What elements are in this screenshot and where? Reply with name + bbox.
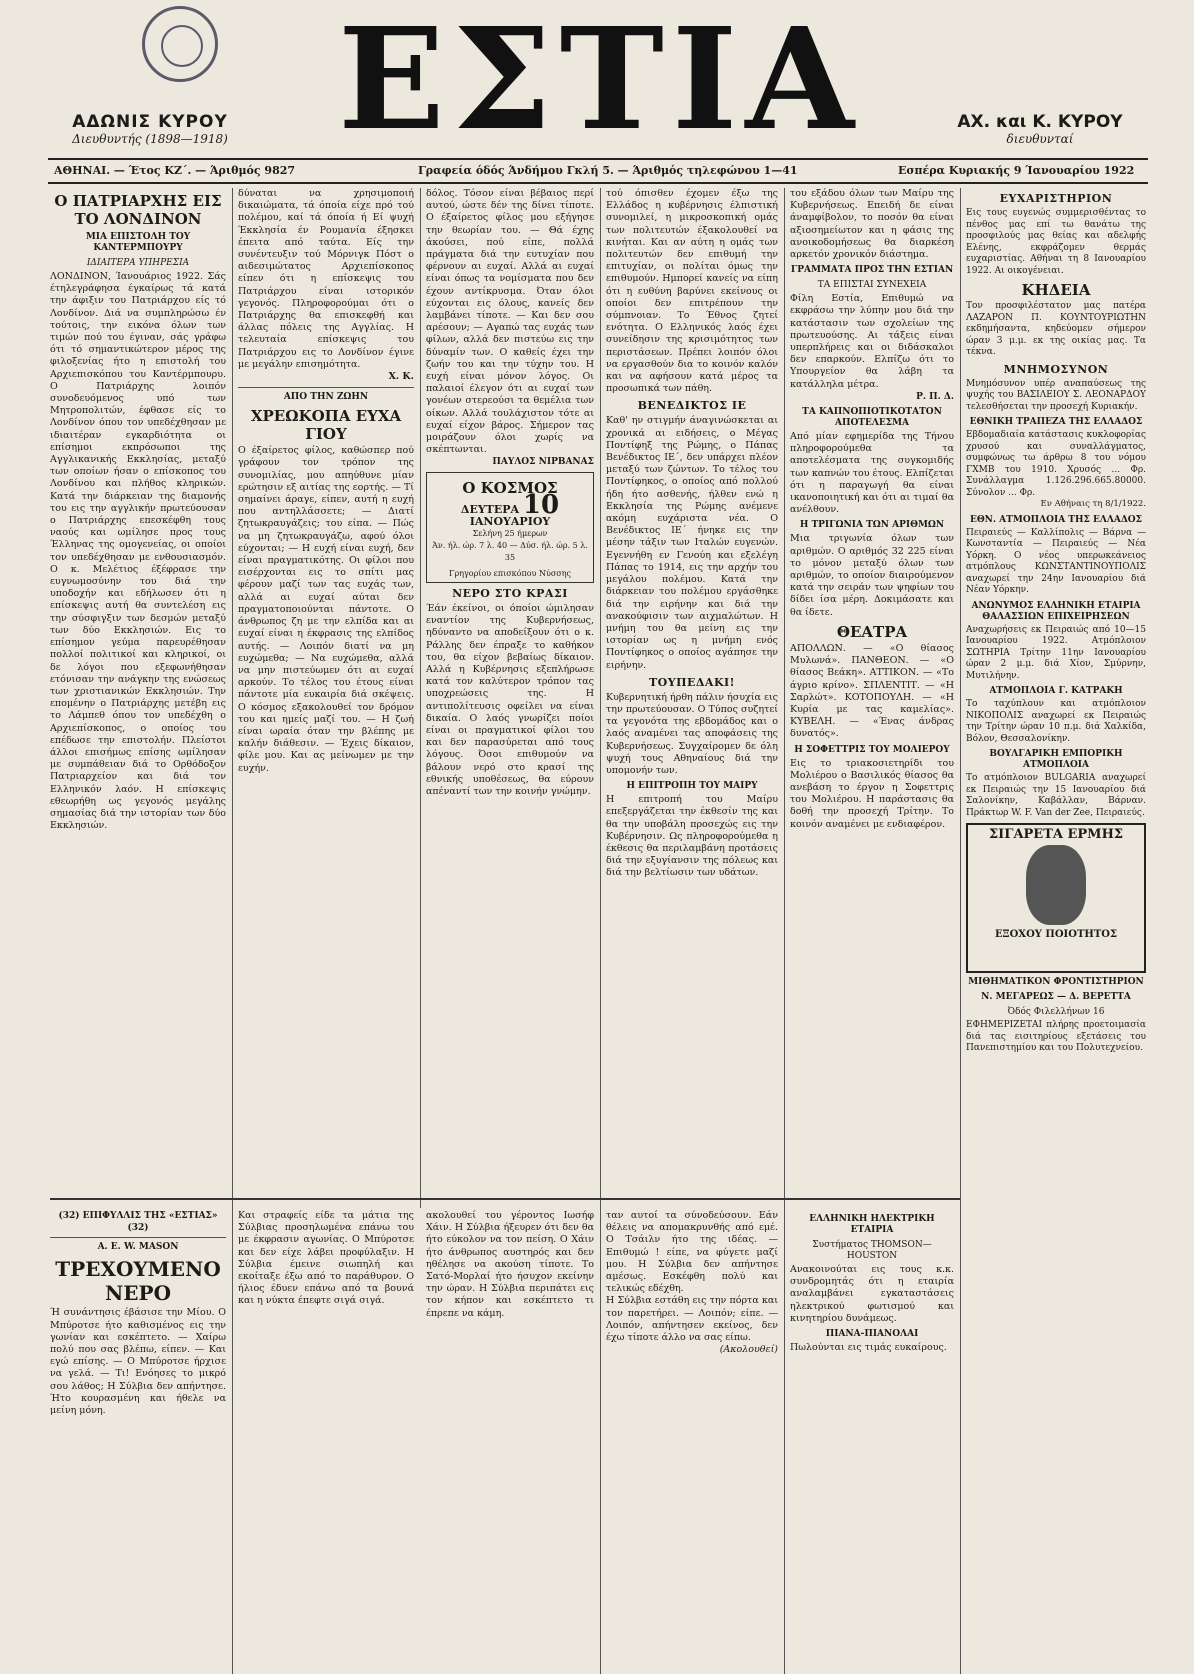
ad-body: Εβδομαδιαία κατάστασις κυκλοφορίας χρυσού και συναλλάγματος, συμφώνως τω άρθρω 8 του νόμου ΓΧΜΒ του 1910. Χρυσός ... Φρ. Συνάλλαγμα 1.126.296.665.80000. Σύνολον ... Φρ. [966, 430, 1146, 498]
column-divider [784, 188, 785, 1674]
column-1 [50, 188, 226, 1188]
notice-body: Εις τους ευγενώς συμμερισθέντας το πένθος μας επί τω θανάτω της προσφιλούς μας θείας και αδελφής Ελένης, εκφράζομεν θερμάς ευχαριστίας. Αθήναι τη 8 Ιανουαρίου 1922. Αι οικογένειαι. [966, 208, 1146, 276]
article-title-committee: Η ΕΠΙΤΡΟΠΗ ΤΟΥ ΜΑΙΡΥ [626, 781, 758, 792]
founder-subtitle: Διευθυντής (1898—1918) [72, 132, 228, 146]
almanac-box [426, 472, 594, 583]
column-4 [606, 188, 778, 1188]
almanac-date [430, 489, 590, 528]
notice-title-memorial: ΜΝΗΜΟΣΥΝΟΝ [1003, 362, 1109, 376]
almanac-sun: Άν. ήλ. ώρ. 7 λ. 40 — Δύσ. ήλ. ώρ. 5 λ. 35 [432, 541, 588, 563]
article-title-moliere: Η ΣΟΦΕΤΤΡΙΣ ΤΟΥ ΜΟΛΙΕΡΟΥ [794, 744, 950, 755]
ad-body: Πειραιεύς — Καλλίπολις — Βάρνα — Κωνσταντία — Πειραιεύς — Νέα Υόρκη. Ο νέος υπερωκεάνειος ατμόπλους ΚΩΝΣΤΑΝΤΙΝΟΥΠΟΛΙΣ αναχωρεί την 24ην Ιανουαρίου διά Νέαν Υόρκην. [966, 527, 1146, 595]
ad-title-bulgarian: ΒΟΥΛΓΑΡΙΚΗ ΕΜΠΟΡΙΚΗ ΑΤΜΟΠΛΟΙΑ [989, 749, 1123, 770]
directors-subtitle: διευθυνταί [1006, 132, 1074, 146]
article-title-wishes: ΧΡΕΩΚΟΠΑ ΕΥΧΑ ΓΙΟΥ [250, 407, 402, 444]
article-body: Κυβερνητική ήρθη πάλιν ήσυχία εις την πρωτεύουσαν. Ο Τύπος συζητεί τα γεγονότα της εβδομάδος και ο λαός αναμένει τας αποφάσεις της Κυβερνήσεως. Συγχαίρομεν δε όλη ψυχή τους Αθηναίους διά την υπομονήν των. [606, 691, 778, 776]
founder-name: ΑΔΩΝΙΣ ΚΥΡΟΥ [72, 112, 228, 132]
portrait-icon [1026, 845, 1086, 925]
cigarette-ad [966, 823, 1146, 973]
article-title-tobacco: ΤΑ ΚΑΠΝΟΠΙΟΤΙΚΟΤΑΤΟΝ ΑΠΟΤΕΛΕΣΜΑ [802, 407, 942, 429]
almanac-day-number: 10 [522, 489, 560, 520]
directors-block [940, 112, 1140, 146]
feuilleton-divider [50, 1237, 226, 1238]
notice-body: Μνημόσυνον υπέρ αναπαύσεως της ψυχής του ΒΑΣΙΛΕΙΟΥ Σ. ΛΕΟΝΑΡΔΟΥ τελεσθήσεται την προσεχή Κυριακήν. [966, 378, 1146, 412]
dateline-office: Γραφεία όδός Άνδήμου Γκλή 5. — Άριθμός τηλεφώνου 1—41 [418, 164, 798, 177]
article-title-toupedaki: ΤΟΥΠΕΔΑΚΙ! [649, 675, 735, 689]
letter-signature: Ρ. Π. Δ. [916, 391, 954, 402]
ad-title-bank: ΕΘΝΙΚΗ ΤΡΑΠΕΖΑ ΤΗΣ ΕΛΛΑΔΟΣ [969, 417, 1143, 427]
library-stamp-icon [142, 6, 218, 82]
column-divider [960, 188, 961, 1674]
feuilleton-body: Και στραφείς είδε τα μάτια της Σύλβιας προσηλωμένα επάνω του με έκφρασιν αγωνίας. Ο Μπύροτσε και δεν είχε λάβει προφύλαξιν. Η Σύλβια έμεινε σιωπηλή και εκοίταξε έξω από το παράθυρον. Ο ήλιος έδυεν επάνω από τα βουνά και η νύκτα έπεφτε σιγά σιγά. [238, 1210, 414, 1307]
feuilleton-title: ΤΡΕΧΟΥΜΕΝΟ ΝΕΡΟ [55, 1257, 221, 1306]
section-subtitle: ΤΑ ΕΠΙΣΤΑΙ ΣΥΝΕΧΕΙΑ [817, 280, 927, 291]
ad-date: Εν Αθήναις τη 8/1/1922. [1040, 499, 1146, 509]
column-6-ads [966, 188, 1146, 1668]
cigarette-ad-title: ΣΙΓΑΡΕΤΑ ΕΡΜΗΣ [988, 827, 1124, 842]
notice-title-funeral: ΚΗΔΕΙΑ [1021, 281, 1091, 299]
article-body: Καθ' ην στιγμήν άναγινώσκεται αι χρονικά αι ειδήσεις, ο Μέγας Ποντίφηξ της Ρώμης, ο Πάπας Βενέδικτος ΙΕ΄, δεν υπάρχει πλέον μεταξύ των ζώντων. Το τέλος του Ποντίφηκος, ο οποίος από πολλού ήδη ήτο ασθενής, ήλθεν ενώ η Εκκλησία της Ρώμης ανέμενε ακόμη ευχάριστα νέα. Ο Βενέδικτος ΙΕ΄ ήνηκε εις την μέσην τάξιν των Ιταλών ευγενών. Εγεννήθη εν Γενούη και εξελέγη Πάπας το 1914, εις την αρχήν του μεγάλου πολέμου. Κατά την διάρκειαν του πολέμου εργάσθηκε διά την ειρήνην και διά την ανακούφισιν των αιχμαλώτων. Η μνήμη του θα μείνη εις την ιστορίαν ως η μνήμη ενός Ποντίφηκος ο οποίος αγάπησε την ειρήνην. [606, 415, 778, 671]
ad-body: Ανακοινούται εις τους κ.κ. συνδρομητάς ότι η εταιρία αναλαμβάνει εγκαταστάσεις ηλεκτρικού φωτισμού και κινητηρίου δυνάμεως. [790, 1264, 954, 1324]
article-title-patriarch: Ο ΠΑΤΡΙΑΡΧΗΣ ΕΙΣ ΤΟ ΛΟΝΔΙΝΟΝ [54, 192, 222, 228]
ad-subtitle-electric: Συστήματος THOMSON—HOUSTON [812, 1240, 932, 1261]
ad-body: Πωλούνται εις τιμάς ευκαίρους. [790, 1342, 947, 1354]
feuilleton-column-1 [50, 1210, 226, 1660]
ad-tutoring-address: Όδός Φιλελλήνων 16 [1007, 1007, 1105, 1017]
article-body: Ο έξαίρετος φίλος, καθώσπερ πού γράφουν τον τρόπον της συνομιλίας, μου απηύθυνε μίαν ερώτησιν εξ αιτίας της εορτής. — Τί σημαίνει άραγε, είπεν, αυτή η ευχή που αντηλλάσσετε; — Διατί ζητωκραυγάζεις; του είπα. — Πώς να μη ζητωκραυγάζω, αφού όλοι εύχονται; — Η ευχή είναι ευχή, δεν είναι πραγματικότης. Οι φίλοι που εισέρχονται εις το σπίτι μας φέρουν μαζί των τας ευχάς των, αλλά αι ευχαί αύται δεν πραγματοποιούνται πάντοτε. Ο άνθρωπος ζη με την ελπίδα και αι ευχαί είναι η έκφρασις της ελπίδος αυτής. — Λοιπόν διατί να μη ευχώμεθα; — Να ευχώμεθα, αλλά να μην πιστεύωμεν ότι αι ευχαί αρκούν. Το τέλος του έτους είναι πάντοτε μία ευκαιρία διά σκέψεις. Ο κόσμος εξακολουθεί τον δρόμον του και ημείς μαζί του. — Η ζωή είναι ωραία όταν την βλέπης με καλήν διάθεσιν. — Έχεις δίκαιον, φίλε μου. Και ας μείνωμεν με την ευχήν. [238, 445, 414, 774]
ad-title-electric: ΕΛΛΗΝΙΚΗ ΗΛΕΚΤΡΙΚΗ ΕΤΑΙΡΙΑ [809, 1214, 935, 1235]
article-continuation: του εξάδου όλων των Μαίρυ της Κυβερνήσεως. Επειδή δε είναι άναμφίβολον, το ποσόν θα είναι αξιοσημείωτον και η φάσις της ανοικοδομήσεως θα διαρκέση αρκετόν χρονικόν διάστημα. [790, 188, 954, 261]
directors-name: ΑΧ. και Κ. ΚΥΡΟΥ [957, 112, 1123, 132]
article-body: Εις το τριακοσιετηρίδι του Μολιέρου ο Βασιλικός θίασος θα ανεβάση το έργον η Σοφεττρις του Μολιέρου. Η παράστασις θα δοθή την προσεχή Τρίτην. Το κοινόν αναμένει με ενδιαφέρον. [790, 757, 954, 830]
feuilleton-column-5 [790, 1210, 954, 1660]
section-title-letters: ΓΡΑΜΜΑΤΑ ΠΡΟΣ ΤΗΝ ΕΣΤΙΑΝ [790, 265, 954, 276]
column-divider [232, 188, 233, 1674]
article-continuation: δύναται να χρησιμοποιή δικαιώματα, τά όποία είχε πρό τού πολέμου, καί τά όποία ή Εί ψυχή Έκκλησία έν Ρουμανία έξησκει έπειτα από ταύτα. Είς την συνέντευξιν τού Μόρνιγκ Πόστ ο αιδεσιμώτατος Αρχιεπίσκοπος είπεν ότι η επίσκεψις του Πατριάρχου είναι ιστορικόν γεγονός. Πληροφορούμαι ότι ο Πατριάρχης θα επισκεφθή και άλλας πόλεις της Αγγλίας. Η τελευταία επίσκεψις του Πατριάρχου εις το Λονδίνον έγινε με μεγάλην επισημότητα. [238, 188, 414, 370]
masthead-rule-bottom [48, 182, 1148, 184]
cigarette-ad-subtitle: ΕΞΟΧΟΥ ΠΟΙΟΤΗΤΟΣ [994, 928, 1118, 940]
ad-body: Το ταχύπλουν και ατμόπλοιον ΝΙΚΟΠΟΛΙΣ αναχωρεί εκ Πειραιώς την Τρίτην ώραν 10 π.μ. διά Χαλκίδα, Βόλον, Θεσσαλονίκην. [966, 699, 1146, 744]
article-body: Η επιτροπή του Μαίρυ επεξεργάζεται την έκθεσίν της και θα την υποβάλη προσεχώς εις την Κυβέρνησιν. Ως πληροφορούμεθα η έκθεσις θα περιλαμβάνη προτάσεις διά την εξυγίανσιν της πόλεως και διά την βελτίωσιν των υδάτων. [606, 794, 778, 879]
dateline [48, 162, 1148, 182]
newspaper-title: ΕΣΤΙΑ [338, 0, 862, 162]
feuilleton-column-3 [426, 1210, 594, 1660]
column-2 [238, 188, 414, 1188]
ad-title-maritime: ΑΝΩΝΥΜΟΣ ΕΛΛΗΝΙΚΗ ΕΤΑΙΡΙΑ ΘΑΛΑΣΣΙΩΝ ΕΠΙΧΕΙΡΗΣΕΩΝ [971, 600, 1141, 622]
notice-body: Τον προσφιλέστατον μας πατέρα ΛΑΖΑΡΟΝ Π. ΚΟΥΝΤΟΥΡΙΩΤΗΝ εκδημήσαντα, κηδεύομεν σήμερον ώραν 3 μ.μ. εκ της οικίας μας. Τα τέκνα. [966, 301, 1146, 357]
article-continuation: τού όπισθεν έχομεν έξω της Ελλάδος η κυβέρνησις έλπιστική συνομιλεί, η μικροσκοπική ομάς των πολιτευτών έξακολουθεί να κινήται. Και αν αύτη η ομάς των πολιτευτών δεν επιθυμή την επιτυχίαν, οι πολίται όμως την επιθυμούν. Ημπορεί κανείς να είπη ότι η ευθύνη βαρύνει εκείνους οι οποίοι δεν επιτρέπουν την σύμπνοιαν. Το Έθνος ζητεί ενότητα. Ο Ελληνικός λαός έχει συνείδησιν της κρισιμότητος των περιστάσεων. Πρέπει λοιπόν όλοι να εργασθούν δια το κοινόν καλόν και να αφήσουν κατά μέρος τα προσωπικά των πάθη. [606, 188, 778, 395]
article-body: Από μίαν εφημερίδα της Τήνου πληροφορούμεθα τα αποτελέσματα της συγκομιδής των καπνών του έτους. Ελπίζεται ότι η παραγωγή θα είναι ικανοποιητική και ότι αι τιμαί θα ανέλθουν. [790, 431, 954, 516]
feuilleton-body: ακολουθεί του γέροντος Ιωσήφ Χάιν. Η Σύλβια ήξευρεν ότι δεν θα ήτο εύκολον να τον πείση. Ο Χάιν ήτο άνθρωπος αυστηρός και δεν ηθέλησε να ακούση τίποτε. Το Σατό-Μορλαί ήτο ήσυχον εκείνην την ώραν. Η Σύλβια περιπάτει εις τον κήπον και εσκέπτετο τι έπρεπε να κάμη. [426, 1210, 594, 1319]
article-title-wine: ΝΕΡΟ ΣΤΟ ΚΡΑΣΙ [452, 586, 568, 600]
feuilleton-body: ταν αυτοί τα σύνοδεύσουν. Εάν θέλεις να απομακρυνθής από εμέ. Ο Τσάιλν ήτο της ιδέας. — Επιθυμώ ! είπε, να φύγετε μαζί μου. Η Σύλβια δεν απήντησε αμέσως. Εσκέφθη πολύ και τελικώς εδέχθη. [606, 1210, 778, 1295]
article-signature: ΠΑΥΛΟΣ ΝΙΡΒΑΝΑΣ [492, 457, 594, 468]
article-body: ΛΟΝΔΙΝΟΝ, Ίανουάριος 1922. Σάς έτηλεγράφησα έγκαίρως τά κατά την άφιξιν του Πατριάρχου είς τό Λονδίνον. Διά να συμπληρώσω έν τούτοις, την εικόνα όλων των τιμών πού του έγιναν, σάς γράφω ότι τό σημαντικώτερον μέρος της φιλοξενίας ήτο η επιστολή του Αρχιεπισκόπου του Καντέρμπουρυ. Ο Πατριάρχης λοιπόν συνοδευόμενος υπό των Μητροπολιτών, έφθασε είς το Λονδίνον όπου τον υπεδέχθησαν με ιδιαιτέραν εγκαρδιότητα οι επίσημοι εκπρόσωποι της Αγγλικανικής Εκκλησίας, μεταξύ των οποίων ήσαν ο επίσκοπος του Λονδίνου και πλήθος κληρικών. Κατά την διάρκειαν της διαμονής του εις την αγγλικήν πρωτεύουσαν ο Πατριάρχης επεσκέφθη τους ναούς και ωμίλησε προς τους Έλληνας της ομογενείας, οι οποίοι τον υπεδέχθησαν με ενθουσιασμόν. Ο κ. Μελέτιος έξέφρασε την ευγνωμοσύνην του διά την υποδοχήν και εδήλωσεν ότι η επίσκεψις αυτή θα συντελέση εις την σύσφιγξιν των δεσμών μεταξύ των δύο Εκκλησιών. Εις το επίσημον γεύμα παρευρέθησαν πολλοί πολιτικοί και κληρικοί, οι δε λόγοι που εξεφωνήθησαν ετόνισαν την ανάγκην της ενώσεως των χριστιανικών Εκκλησιών. Την επομένην ο Πατριάρχης μετέβη εις το Λάμπεθ όπου τον υπεδέχθη ο Αρχιεπίσκοπος, ο οποίος του επέδωσε την επιστολήν. Πλείστοι άλλοι επισήμως επίσης ωμίλησαν με συμπάθειαν διά το Ορθόδοξον Πατριαρχείον και διά τον Ελληνικόν λαόν. Η επίσκεψις εθεωρήθη ως γεγονός μεγάλης σημασίας διά την ιστορίαν των δύο Εκκλησιών. [50, 271, 226, 832]
ad-body: Αναχωρήσεις εκ Πειραιώς από 10—15 Ιανουαρίου 1922. Ατμόπλοιον ΣΩΤΗΡΙΑ Τρίτην 11ην Ιανουαρίου ώραν 2 μ.μ. διά Χίον, Σμύρνην, Μυτιλήνην. [966, 624, 1146, 681]
feuilleton-rule [50, 1198, 960, 1200]
ad-tutoring-names: Ν. ΜΕΓΑΡΕΩΣ — Δ. ΒΕΡΕΤΤΑ [981, 992, 1131, 1002]
article-byline: ΙΔΙΑΙΤΕΡΑ ΥΠΗΡΕΣΙΑ [86, 258, 190, 268]
theatre-listings: ΑΠΟΛΛΩΝ. — «Ο θίασος Μυλωνά». ΠΑΝΘΕΟΝ. — «Ο θίασος Βεάκη». ΑΤΤΙΚΟΝ. — «Το άγριο κρίνο». ΣΠΛΕΝΤΙΤ. — «Η Σαρλώτ». ΚΟΤΟΠΟΥΛΗ. — «Η Κυρία με τας καμελίας». ΚΥΒΕΛΗ. — «Ένας άνδρας δυνατός». [790, 642, 954, 740]
column-divider [420, 188, 421, 1208]
almanac-title: Ο ΚΟΣΜΟΣ [462, 478, 558, 497]
column-divider [600, 188, 601, 1674]
article-subtitle: ΜΙΑ ΕΠΙΣΤΟΛΗ ΤΟΥ ΚΑΝΤΕΡΜΠΟΥΡΥ [85, 232, 191, 253]
masthead [0, 0, 1194, 160]
feuilleton-author: A. E. W. MASON [97, 1242, 179, 1253]
section-title-theatres: ΘΕΑΤΡΑ [836, 622, 908, 641]
almanac-moon: Σελήνη 25 ήμερων [472, 529, 548, 539]
almanac-saint: Γρηγορίου επισκόπου Νύσσης [448, 568, 572, 578]
article-continuation: δόλος. Τόσον είναι βέβαιος περί αυτού, ώστε δέν της δίνει τίποτε. Ο έξαίρετος φίλος μου εξήγησε την θεωρίαν του. — Θά έχης άκούσει, πού είπε, πολλά πράγματα διά την ευτυχίαν που φέρνουν αι ευχαί. Αλλά αι ευχαί είναι όπως τα νομίσματα που δεν έχουν αντίκρυσμα. Όταν όλοι εύχονται εις όλους, κανείς δεν λαμβάνει τίποτε. — Και δεν σου αρέσουν; — Αγαπώ τας ευχάς των φίλων, αλλά δεν πιστεύω εις την δύναμίν των. Ο καθείς έχει την ζωήν του και την τύχην του. Η ευχή είναι μόνον λόγος. Οι παλαιοί έλεγον ότι αι ευχαί των γονέων στερεούσι τα θεμέλια των οίκων. Αλλά τουλάχιστον τότε αι ευχαί είχον βάρος. Σήμερον τας μοιράζουν όλοι χωρίς να σκέπτωνται. [426, 188, 594, 456]
feuilleton-column-4 [606, 1210, 778, 1660]
feuilleton-body: Ή συνάντησις έβάσισε την Μίου. Ο Μπύροτσε ήτο καθισμένος εις την γωνίαν και εσκέπτετο. — Χαίρω πολύ που σας βλέπω, είπεν. — Και εγώ επίσης. — Ο Μπύροτσε ήρχισε να γελά. — Τι! Ενόησες το μικρό σου λάθος; Η Σύλβια δεν απήντησε. Ήτο κουρασμένη και ήθελε να μείνη μόνη. [50, 1307, 226, 1417]
feuilleton-continues: (Ακολουθεί) [719, 1344, 778, 1356]
ad-title-katrakis: ΑΤΜΟΠΛΟΙΑ Γ. ΚΑΤΡΑΚΗ [989, 686, 1123, 696]
column-5 [790, 188, 954, 1198]
almanac-day: ΔΕΥΤΕΡΑ [460, 502, 520, 516]
article-title-numbers: Η ΤΡΙΓΩΝΙΑ ΤΩΝ ΑΡΙΘΜΩΝ [799, 520, 945, 531]
ad-title-tutoring: ΜΙΘΗΜΑΤΙΚΟΝ ΦΡΟΝΤΙΣΤΗΡΙΟΝ [968, 977, 1144, 987]
dateline-date: Εσπέρα Κυριακής 9 Ίανουαρίου 1922 [898, 164, 1135, 177]
article-title-benedict: ΒΕΝΕΔΙΚΤΟΣ ΙΕ [637, 399, 747, 413]
feuilleton-column-2 [238, 1210, 414, 1660]
ad-body: Το ατμόπλοιον BULGARIA αναχωρεί εκ Πειραιώς την 15 Ιανουαρίου διά Σαλονίκην, Καβάλλαν, Βάρναν. Πράκτωρ W. F. Van der Zee, Πειραιεύς. [966, 773, 1146, 818]
article-body: Έάν έκείνοι, οι όποίοι ώμιλησαν εναντίον της Κυβερνήσεως, ηδύναντο να αποδείξουν ότι ο κ. Ράλλης δεν έπραξε το καθήκον του, θα είχον βεβαίως δίκαιον. Αλλά η Κυβέρνησις εξεπλήρωσε κατά τον καλύτερον τρόπον τας υποχρεώσεις της. Η αντιπολίτευσις οφείλει να είναι δικαία. Ο λαός γνωρίζει ποίοι είναι οι πραγματικοί φίλοι του και δεν παρασύρεται από τους λόγους. Όσοι επιθυμούν να βάλουν νερό στο κρασί της εθνικής υποθέσεως, θα εύρουν απέναντί των την κοινήν γνώμην. [426, 602, 594, 797]
dateline-issue: ΑΘΗΝΑΙ. — Έτος ΚΖ΄. — Άριθμός 9827 [54, 164, 296, 177]
ad-body: ΕΦΗΜΕΡΙΖΕΤΑΙ πλήρης προετοιμασία διά τας εισιτηρίους εξετάσεις του Πανεπιστημίου και του Πολυτεχνείου. [966, 1020, 1146, 1053]
almanac-month: ΙΑΝΟΥΑΡΙΟΥ [469, 514, 551, 528]
feuilleton-body: Η Σύλβια εστάθη εις την πόρτα και τον παρετήρει. — Λοιπόν; είπε. — Λοιπόν, απήντησεν εκείνος, δεν έχω τίποτε άλλο να σας είπω. [606, 1295, 778, 1344]
notice-title-thanks: ΕΥΧΑΡΙΣΤΗΡΙΟΝ [999, 192, 1113, 205]
letter-body: Φίλη Εστία, Επιθυμώ να εκφράσω την λύπην μου διά την κατάστασιν των σχολείων της πρωτευούσης. Αι τάξεις είναι υπερπλήρεις και οι διδάσκαλοι δεν επαρκούν. Ελπίζω ότι το Υπουργείον θα λάβη τα κατάλληλα μέτρα. [790, 293, 954, 390]
masthead-rule-top [48, 158, 1148, 160]
founder-block [50, 112, 250, 146]
article-body: Μια τριγωνία όλων των αριθμών. Ο αριθμός 32 225 είναι το μόνον μεταξύ όλων των αριθμών, το οποίον διαιρούμενον κατά την σειράν των ψηφίων του δίδει ίσα μέρη. Δοκιμάσατε και θα ίδετε. [790, 533, 954, 618]
article-signature: Χ. Κ. [388, 371, 414, 383]
section-label: ΑΠΟ ΤΗΝ ΖΩΗΝ [283, 392, 369, 403]
ad-title-pianos: ΠΙΑΝΑ-ΠΙΑΝΟΛΑΙ [825, 1329, 919, 1340]
feuilleton-label: (32) ΕΠΙΦΥΛΛΙΣ ΤΗΣ «ΕΣΤΙΑΣ» (32) [58, 1211, 218, 1234]
column-3 [426, 188, 594, 1188]
section-rule [238, 387, 414, 388]
ad-title-shipping: ΕΘΝ. ΑΤΜΟΠΛΟΙΑ ΤΗΣ ΕΛΛΑΔΟΣ [969, 514, 1142, 525]
